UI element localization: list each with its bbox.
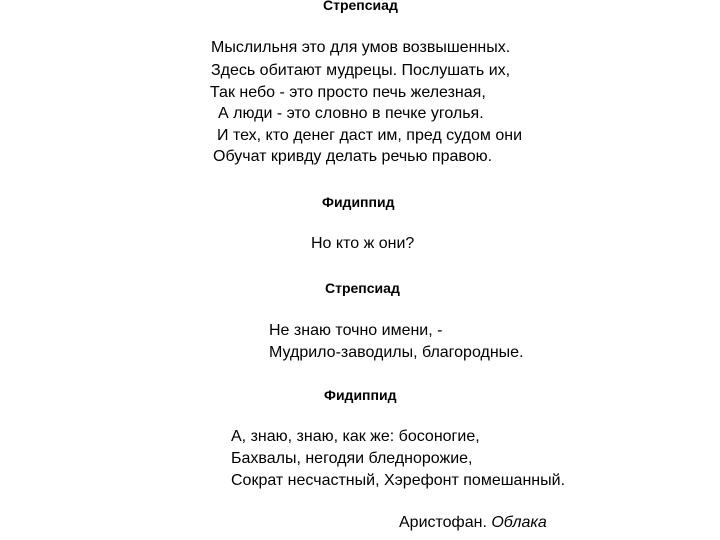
speaker-strepsiad-2: Стрепсиад [325, 280, 400, 296]
attribution [399, 512, 547, 534]
verse-line: Так небо - это просто печь железная, [210, 84, 486, 101]
verse-line: А, знаю, знаю, как же: босоногие, [231, 428, 480, 445]
attribution-title: Облака [491, 514, 547, 531]
attribution-author: Аристофан. [399, 514, 487, 531]
verse-line: И тех, кто денег даст им, пред судом они [217, 127, 522, 144]
verse-line: Здесь обитают мудрецы. Послушать их, [211, 62, 511, 79]
speaker-strepsiad-1: Стрепсиад [323, 0, 398, 13]
verse-line: Не знаю точно имени, - [269, 322, 443, 339]
speaker-fidippid-1: Фидиппид [322, 194, 395, 210]
verse-line: Мудрило-заводилы, благородные. [269, 344, 524, 361]
verse-line: Бахвалы, негодяи бледнорожие, [231, 450, 473, 467]
verse-line: Мыслильня это для умов возвышенных. [211, 39, 511, 56]
verse-line: Сократ несчастный, Хэрефонт помешанный. [231, 472, 566, 489]
verse-line: А люди - это словно в печке уголья. [218, 105, 484, 122]
verse-line: Но кто ж они? [311, 235, 415, 252]
speaker-fidippid-2: Фидиппид [324, 387, 397, 403]
verse-line: Обучат кривду делать речью правою. [213, 148, 493, 165]
